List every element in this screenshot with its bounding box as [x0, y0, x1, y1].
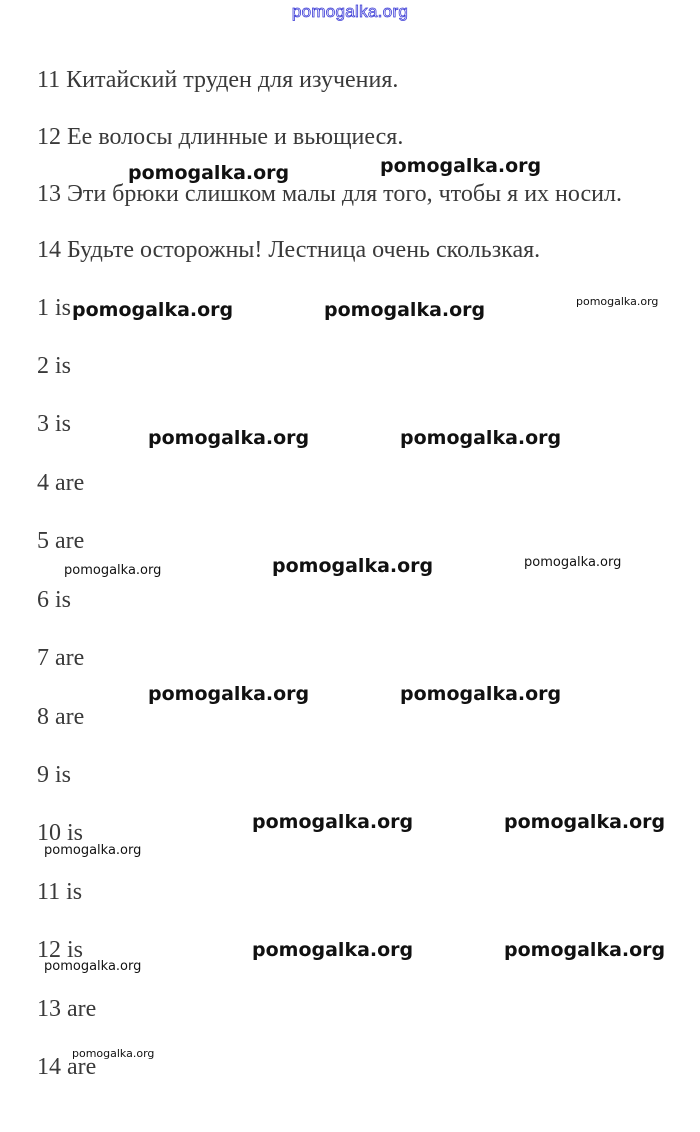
translation-line-12: 12 Ее волосы длинные и вьющиеся.	[37, 124, 404, 150]
watermark: pomogalka.org	[252, 939, 414, 961]
answer-line-11: 11 is	[37, 879, 83, 905]
watermark: pomogalka.org	[64, 563, 162, 578]
answer-line-10: 10 is	[37, 820, 84, 846]
translation-line-11: 11 Китайский труден для изучения.	[37, 67, 399, 93]
answer-line-3: 3 is	[37, 411, 72, 437]
watermark: pomogalka.org	[272, 555, 434, 577]
translation-line-13: 13 Эти брюки слишком малы для того, чтобы я их носил.	[37, 181, 622, 207]
watermark: pomogalka.org	[400, 427, 562, 449]
watermark: pomogalka.org	[380, 155, 542, 177]
watermark: pomogalka.org	[252, 811, 414, 833]
watermark: pomogalka.org	[324, 299, 486, 321]
watermark: pomogalka.org	[72, 299, 234, 321]
translation-line-14: 14 Будьте осторожны! Лестница очень скользкая.	[37, 237, 541, 263]
watermark: pomogalka.org	[504, 939, 666, 961]
header-watermark: pomogalka.org	[291, 2, 409, 21]
answer-line-5: 5 are	[37, 528, 85, 554]
watermark: pomogalka.org	[72, 1047, 155, 1060]
watermark: pomogalka.org	[400, 683, 562, 705]
watermark: pomogalka.org	[524, 555, 622, 570]
answer-line-8: 8 are	[37, 704, 85, 730]
answer-line-12: 12 is	[37, 937, 84, 963]
watermark: pomogalka.org	[148, 683, 310, 705]
watermark: pomogalka.org	[148, 427, 310, 449]
answer-line-1: 1 is	[37, 295, 72, 321]
answer-line-13: 13 are	[37, 996, 97, 1022]
answer-line-2: 2 is	[37, 353, 72, 379]
watermark: pomogalka.org	[44, 959, 142, 974]
answer-line-14: 14 are	[37, 1054, 97, 1080]
watermark: pomogalka.org	[44, 843, 142, 858]
answer-line-6: 6 is	[37, 587, 72, 613]
watermark: pomogalka.org	[128, 162, 290, 184]
answer-line-7: 7 are	[37, 645, 85, 671]
answer-line-4: 4 are	[37, 470, 85, 496]
answer-line-9: 9 is	[37, 762, 72, 788]
watermark: pomogalka.org	[576, 295, 659, 308]
watermark: pomogalka.org	[504, 811, 666, 833]
